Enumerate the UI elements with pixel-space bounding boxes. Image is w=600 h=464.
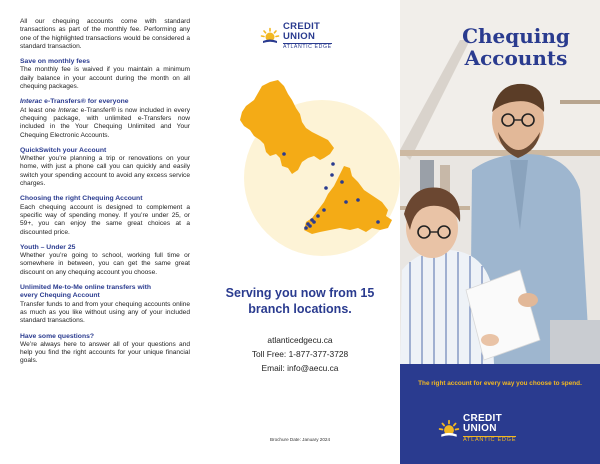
section-interac bbox=[20, 98, 190, 139]
branch-pin bbox=[282, 152, 286, 156]
branch-pin bbox=[312, 220, 316, 224]
serving-headline: Serving you now from 15 branch locations. bbox=[225, 286, 375, 316]
section-me-to-me bbox=[20, 284, 190, 325]
info-panel bbox=[0, 0, 200, 464]
section-title: Youth – Under 25 bbox=[20, 243, 76, 251]
email-link[interactable]: Email: info@aecu.ca bbox=[261, 363, 339, 373]
sun-icon bbox=[260, 26, 280, 46]
branch-pin bbox=[330, 173, 334, 177]
section-body: Each chequing account is designed to complement a specific way of spending money. If you’re under 25, or 59+, you can enjoy the same great choices at a discounted price. bbox=[20, 203, 190, 236]
logo-subtext: ATLANTIC EDGE bbox=[463, 437, 517, 443]
logo-text: UNION bbox=[463, 423, 497, 434]
website-link[interactable]: atlanticedgecu.ca bbox=[267, 335, 333, 345]
credit-union-logo bbox=[260, 22, 332, 50]
tagline: The right account for every way you choose to spend. bbox=[418, 380, 582, 387]
branch-pin bbox=[331, 162, 335, 166]
branch-pin bbox=[344, 200, 348, 204]
section-title: Choosing the right Chequing Account bbox=[20, 195, 143, 203]
section-body: Whether you’re going to school, working full time or somewhere in between, you can get the same great discount on any chequing account you choose. bbox=[20, 252, 190, 276]
newfoundland-map bbox=[240, 70, 400, 260]
section-title: Unlimited Me-to-Me online transfers with every Chequing Account bbox=[20, 284, 152, 300]
section-title: Interac e-Transfers® for everyone bbox=[20, 98, 129, 106]
branch-pin bbox=[308, 224, 312, 228]
section-body: The monthly fee is waived if you maintain a minimum daily balance in your account during the month on all chequing packages. bbox=[20, 66, 190, 91]
logo-text: CREDIT bbox=[283, 21, 321, 32]
section-title: QuickSwitch your Account bbox=[20, 146, 107, 154]
branch-pin bbox=[376, 220, 380, 224]
logo-subtext: ATLANTIC EDGE bbox=[283, 44, 332, 50]
section-quickswitch bbox=[20, 147, 190, 188]
intro-text: All our chequing accounts come with standard transactions as part of the monthly fee. Performing any one of the highlighted transactions would be considered a standard transaction. bbox=[20, 18, 190, 50]
cover-title: Chequing Accounts bbox=[462, 24, 570, 70]
logo-text: UNION bbox=[283, 30, 316, 42]
section-body: Whether you’re planning a trip or renovations on your home, with just a phone call you can quickly and easily switch your spending account to avoid any excess service charges. bbox=[20, 155, 190, 188]
section-save-monthly-fees bbox=[20, 58, 190, 91]
branch-pin bbox=[304, 226, 308, 230]
section-youth bbox=[20, 244, 190, 277]
credit-union-logo-footer bbox=[438, 414, 516, 444]
toll-free-number[interactable]: Toll Free: 1-877-377-3728 bbox=[251, 349, 349, 359]
branch-pin bbox=[340, 180, 344, 184]
branch-pin bbox=[356, 198, 360, 202]
contact-info bbox=[210, 333, 390, 375]
branch-pin bbox=[316, 214, 320, 218]
section-choosing-account bbox=[20, 195, 190, 236]
logo-text: CREDIT bbox=[463, 413, 503, 424]
section-body: At least one Interac e-Transfer® is now included in every chequing package, with unlimited e-Transfers now included in the Your Chequing Unlimited and Your Chequing Electronic Accounts. bbox=[20, 106, 191, 139]
section-questions bbox=[20, 333, 190, 366]
section-title: Save on monthly fees bbox=[20, 58, 90, 66]
section-body: We’re always here to answer all of your questions and help you find the right accounts for your unique financial goals. bbox=[20, 340, 190, 365]
branch-pin bbox=[324, 186, 328, 190]
section-body: Transfer funds to and from your chequing accounts online as much as you like without using any of your included standard transactions. bbox=[20, 300, 190, 325]
branch-pin bbox=[322, 208, 326, 212]
brochure-date: Brochure Date: January 2024 bbox=[269, 437, 330, 442]
sun-icon bbox=[438, 418, 460, 440]
section-title: Have some questions? bbox=[20, 332, 95, 340]
